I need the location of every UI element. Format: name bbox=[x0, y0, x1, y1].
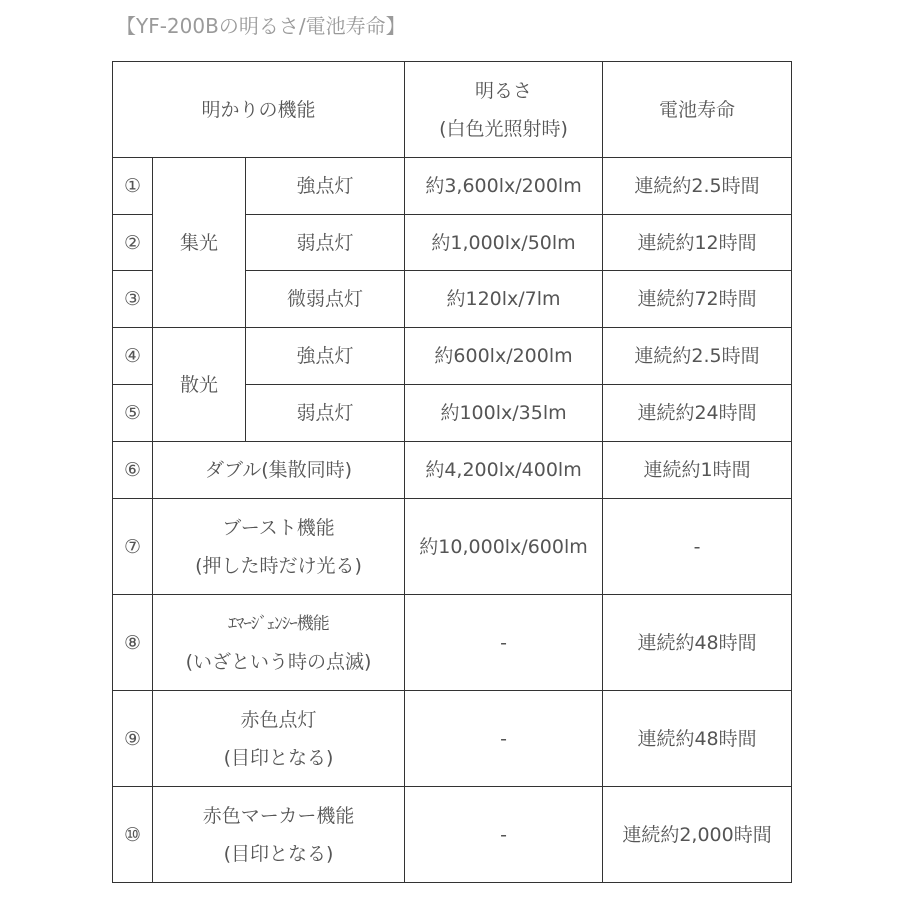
row-number: ④ bbox=[113, 328, 153, 385]
row-number: ⑩ bbox=[113, 787, 153, 883]
header-battery: 電池寿命 bbox=[603, 62, 792, 158]
mode-line2: (押した時だけ光る) bbox=[195, 554, 362, 577]
mode-line2: (目印となる) bbox=[223, 746, 334, 769]
brightness-cell: 約4,200lx/400lm bbox=[405, 442, 603, 499]
brightness-cell: 約120lx/7lm bbox=[405, 271, 603, 328]
table-row bbox=[113, 595, 792, 691]
mode-line2: (目印となる) bbox=[223, 842, 334, 865]
mode-line1: ブースト機能 bbox=[222, 516, 335, 539]
brightness-cell: 約1,000lx/50lm bbox=[405, 215, 603, 271]
row-number: ① bbox=[113, 158, 153, 215]
table-row bbox=[113, 328, 792, 385]
brightness-cell: - bbox=[405, 787, 603, 883]
battery-cell: 連続約2,000時間 bbox=[603, 787, 792, 883]
brightness-battery-table bbox=[112, 61, 792, 883]
row-number: ③ bbox=[113, 271, 153, 328]
battery-cell: 連続約72時間 bbox=[603, 271, 792, 328]
header-brightness bbox=[405, 62, 603, 158]
battery-cell: 連続約48時間 bbox=[603, 595, 792, 691]
mode-cell: 強点灯 bbox=[246, 158, 405, 215]
row-number: ⑦ bbox=[113, 499, 153, 595]
mode-cell: ダブル(集散同時) bbox=[153, 442, 405, 499]
brightness-cell: 約10,000lx/600lm bbox=[405, 499, 603, 595]
brightness-cell: 約3,600lx/200lm bbox=[405, 158, 603, 215]
battery-cell: 連続約48時間 bbox=[603, 691, 792, 787]
row-number: ⑧ bbox=[113, 595, 153, 691]
table-row bbox=[113, 442, 792, 499]
mode-cell: 弱点灯 bbox=[246, 385, 405, 442]
header-function: 明かりの機能 bbox=[113, 62, 405, 158]
row-number: ② bbox=[113, 215, 153, 271]
brightness-cell: 約600lx/200lm bbox=[405, 328, 603, 385]
document-title: 【YF-200Bの明るさ/電池寿命】 bbox=[116, 14, 406, 38]
mode-cell bbox=[153, 595, 405, 691]
header-row bbox=[113, 62, 792, 158]
mode-cell: 微弱点灯 bbox=[246, 271, 405, 328]
mode-line1: ｴﾏｰｼﾞｪﾝｼｰ機能 bbox=[228, 613, 329, 634]
group-diffuse: 散光 bbox=[153, 328, 246, 442]
mode-line2: (いざという時の点滅) bbox=[185, 650, 372, 673]
mode-cell: 弱点灯 bbox=[246, 215, 405, 271]
mode-cell bbox=[153, 499, 405, 595]
table-row bbox=[113, 499, 792, 595]
battery-cell: 連続約12時間 bbox=[603, 215, 792, 271]
mode-line1: 赤色点灯 bbox=[240, 708, 317, 731]
row-number: ⑨ bbox=[113, 691, 153, 787]
table-row bbox=[113, 691, 792, 787]
battery-cell: 連続約2.5時間 bbox=[603, 158, 792, 215]
row-number: ⑥ bbox=[113, 442, 153, 499]
battery-cell: 連続約2.5時間 bbox=[603, 328, 792, 385]
battery-cell: 連続約24時間 bbox=[603, 385, 792, 442]
brightness-cell: 約100lx/35lm bbox=[405, 385, 603, 442]
header-brightness-line2: (白色光照射時) bbox=[439, 117, 568, 140]
mode-cell bbox=[153, 787, 405, 883]
table-row bbox=[113, 787, 792, 883]
table-row bbox=[113, 158, 792, 215]
mode-line1: 赤色マーカー機能 bbox=[202, 804, 355, 827]
row-number: ⑤ bbox=[113, 385, 153, 442]
battery-cell: 連続約1時間 bbox=[603, 442, 792, 499]
mode-cell: 強点灯 bbox=[246, 328, 405, 385]
mode-cell bbox=[153, 691, 405, 787]
brightness-cell: - bbox=[405, 595, 603, 691]
battery-cell: - bbox=[603, 499, 792, 595]
header-brightness-line1: 明るさ bbox=[475, 79, 533, 102]
brightness-cell: - bbox=[405, 691, 603, 787]
group-focus: 集光 bbox=[153, 158, 246, 328]
